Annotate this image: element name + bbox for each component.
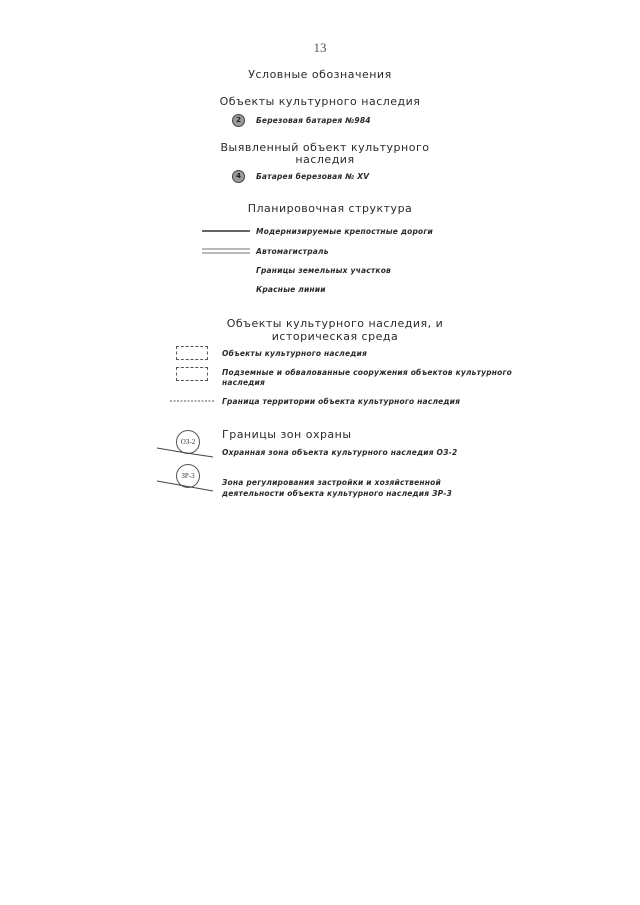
- identified-heading-line2: наследия: [295, 153, 355, 166]
- zones-item-oz2: Охранная зона объекта культурного наследия ОЗ-2: [222, 448, 458, 457]
- historical-heading-line1: Объекты культурного наследия, и: [226, 317, 444, 330]
- planning-item-fortress-roads: Модернизируемые крепостные дороги: [256, 227, 433, 236]
- planning-heading: Планировочная структура: [247, 202, 413, 215]
- legend-title: Условные обозначения: [248, 68, 392, 81]
- identified-heading-line1: Выявленный объект культурного: [220, 141, 430, 154]
- zones-item-zr3-line1: Зона регулирования застройки и хозяйственной: [222, 478, 441, 487]
- historical-item-territory-boundary: Граница территории объекта культурного наследия: [222, 397, 461, 406]
- planning-item-red-lines: Красные линии: [256, 285, 326, 294]
- territory-boundary-line-icon: [168, 398, 216, 404]
- planning-item-highway: Автомагистраль: [256, 247, 329, 256]
- zones-item-zr3-line2: деятельности объекта культурного наследия ЗР-3: [222, 489, 453, 498]
- historical-item-underground-line1: Подземные и обвалованные сооружения объектов культурного: [222, 368, 512, 377]
- zones-heading: Границы зон охраны: [222, 428, 352, 441]
- historical-heading-line2: историческая среда: [271, 330, 399, 343]
- historical-item-heritage-objects: Объекты культурного наследия: [222, 349, 367, 358]
- identified-marker: 4: [232, 170, 245, 183]
- zone-zr3-boundary-icon: [155, 478, 215, 494]
- zone-oz2-marker: ОЗ-2: [176, 430, 200, 454]
- heritage-item-label: Березовая батарея №984: [256, 116, 371, 125]
- zone-zr3-marker: ЗР-3: [176, 464, 200, 488]
- page-number: 13: [313, 40, 327, 55]
- heritage-marker: 2: [232, 114, 245, 127]
- planning-item-land-plots: Границы земельных участков: [256, 266, 391, 275]
- heritage-object-symbol: [176, 346, 208, 360]
- underground-structure-symbol: [176, 367, 208, 381]
- heritage-heading: Объекты культурного наследия: [219, 95, 421, 108]
- historical-item-underground-line2: наследия: [222, 378, 265, 387]
- highway-line-icon: [200, 247, 252, 255]
- identified-item-label: Батарея березовая № XV: [256, 172, 370, 181]
- zone-oz2-boundary-icon: [155, 445, 215, 459]
- fortress-road-line-icon: [200, 228, 252, 234]
